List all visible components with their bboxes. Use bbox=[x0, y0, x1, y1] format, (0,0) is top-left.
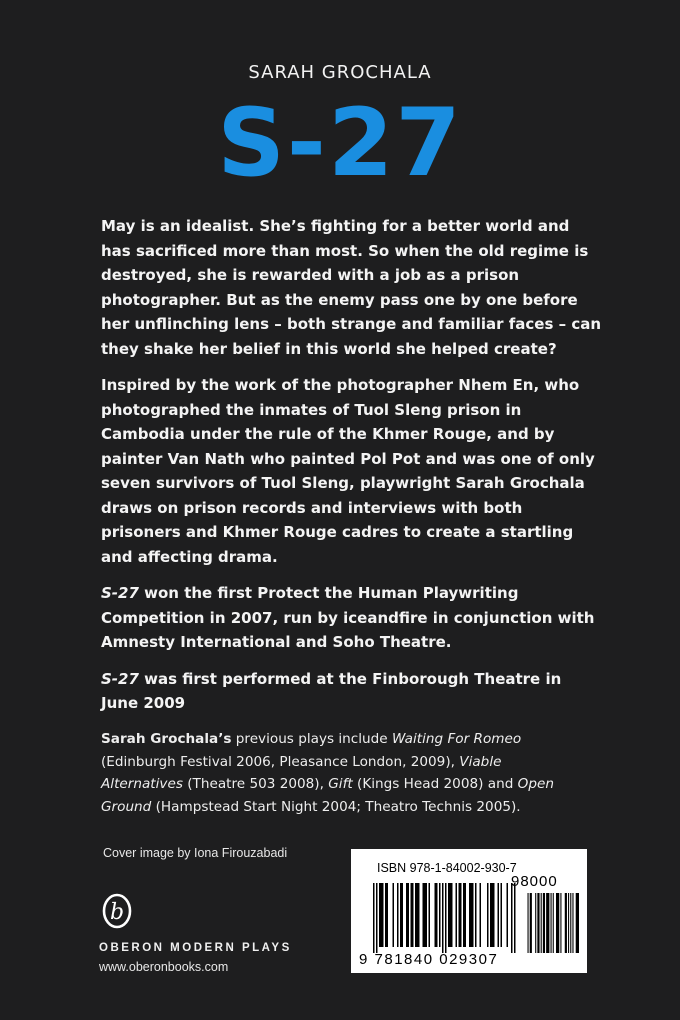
ean-bar bbox=[429, 883, 431, 947]
publisher-website: www.oberonbooks.com bbox=[99, 960, 229, 974]
ean-bar bbox=[498, 883, 500, 947]
previous-plays-text: previous plays include bbox=[231, 731, 392, 747]
oberon-logo-glyph: b bbox=[109, 900, 125, 925]
ean-bar bbox=[514, 883, 516, 953]
publisher-series: OBERON MODERN PLAYS bbox=[99, 942, 292, 954]
ean-bar bbox=[490, 883, 495, 947]
previous-plays-text: (Hampstead Start Night 2004; Theatro Technis 2005). bbox=[151, 798, 521, 815]
ean-bar bbox=[393, 883, 395, 947]
book-title: S-27 bbox=[217, 89, 463, 198]
blurb-paragraph-1: May is an idealist. She’s fighting for a better world and has sacrificed more than most. So when the old regime is destroyed, she is rewarded with a job as a prison photographer. But as the enemy pass one by one before her unflinching lens – both strange and familiar faces – can they shake her belief in this world she helped create? bbox=[101, 217, 602, 358]
previous-plays-author: Sarah Grochala’s bbox=[101, 731, 232, 747]
addon-bar bbox=[572, 893, 573, 953]
previous-play-title: Viable Alternatives bbox=[101, 753, 502, 792]
addon-bar bbox=[530, 893, 532, 953]
previous-plays-text: (Edinburgh Festival 2006, Pleasance London, 2009), bbox=[101, 753, 460, 770]
ean-digits-label: 9 781840 029307 bbox=[359, 951, 499, 968]
ean-bar bbox=[385, 883, 388, 947]
ean-bar bbox=[445, 883, 447, 953]
addon-bar bbox=[565, 893, 567, 953]
ean-bar bbox=[423, 883, 428, 947]
oberon-logo-icon bbox=[99, 893, 135, 929]
ean-bar bbox=[469, 883, 474, 947]
ean-bar bbox=[376, 883, 378, 953]
ean-bar bbox=[411, 883, 414, 947]
previous-plays bbox=[101, 728, 571, 818]
cover-image-credit: Cover image by Iona Firouzabadi bbox=[103, 846, 288, 860]
blurb-paragraph-3 bbox=[101, 581, 601, 655]
addon-bar bbox=[551, 893, 552, 953]
ean-bar bbox=[480, 883, 482, 947]
play-title-ref: S-27 bbox=[101, 584, 139, 602]
price-code-label: 98000 bbox=[511, 873, 558, 890]
ean-bar bbox=[397, 883, 399, 947]
isbn-label: ISBN 978-1-84002-930-7 bbox=[377, 861, 517, 875]
blurb-paragraph-4-text: was first performed at the Finborough Theatre in June 2009 bbox=[101, 669, 562, 712]
ean-bar bbox=[459, 883, 462, 947]
ean-bar bbox=[448, 883, 453, 947]
addon-bar bbox=[570, 893, 571, 953]
addon-bar bbox=[576, 893, 579, 953]
addon-bar bbox=[541, 893, 542, 953]
play-title-ref: S-27 bbox=[101, 669, 139, 688]
addon-bar bbox=[546, 893, 549, 953]
ean-bar bbox=[373, 883, 375, 953]
ean-bar bbox=[400, 883, 403, 947]
addon-bar bbox=[528, 893, 529, 953]
previous-play-title: Waiting For Romeo bbox=[391, 731, 522, 747]
ean-bar bbox=[475, 883, 477, 947]
addon-bar bbox=[537, 893, 539, 953]
ean-bar bbox=[406, 883, 409, 947]
addon-bar bbox=[556, 893, 559, 953]
ean-bar bbox=[435, 883, 438, 947]
addon-bar bbox=[535, 893, 536, 953]
ean-bar bbox=[439, 883, 441, 947]
previous-play-title: Open Ground bbox=[101, 776, 554, 815]
ean-bar bbox=[379, 883, 384, 947]
addon-bar bbox=[568, 893, 569, 953]
ean-bar bbox=[463, 883, 466, 947]
ean-bar bbox=[511, 883, 513, 953]
author-name: SARAH GROCHALA bbox=[248, 62, 432, 83]
addon-bar bbox=[560, 893, 561, 953]
ean-bar bbox=[442, 883, 444, 953]
barcode-panel bbox=[351, 849, 587, 973]
previous-plays-text: (Theatre 503 2008), bbox=[182, 776, 329, 792]
blurb bbox=[101, 214, 601, 728]
ean-bar bbox=[487, 883, 489, 947]
ean-bar bbox=[501, 883, 503, 947]
blurb-paragraph-2: Inspired by the work of the photographer Nhem En, who photographed the inmates of Tuol Sleng prison in Cambodia under the rule of the Khmer Rouge, and by painter Van Nath who painted Pol Pot and was one of only seven survivors of Tuol Sleng, playwright Sarah Grochala draws on prison records and interviews with both prisoners and Khmer Rouge cadres to create a startling and affecting drama. bbox=[101, 376, 595, 566]
previous-plays-text: (Kings Head 2008) and bbox=[352, 776, 518, 792]
ean-bar bbox=[456, 883, 458, 947]
blurb-paragraph-3-text: won the first Protect the Human Playwriting Competition in 2007, run by iceandfire in conjunction with Amnesty International and Soho Theatre. bbox=[101, 584, 595, 651]
ean-bar bbox=[415, 883, 420, 947]
blurb-paragraph-4 bbox=[101, 667, 601, 716]
previous-play-title: Gift bbox=[328, 776, 353, 792]
ean-bar bbox=[507, 883, 509, 947]
addon-bar bbox=[543, 893, 545, 953]
addon-bar bbox=[553, 893, 554, 953]
